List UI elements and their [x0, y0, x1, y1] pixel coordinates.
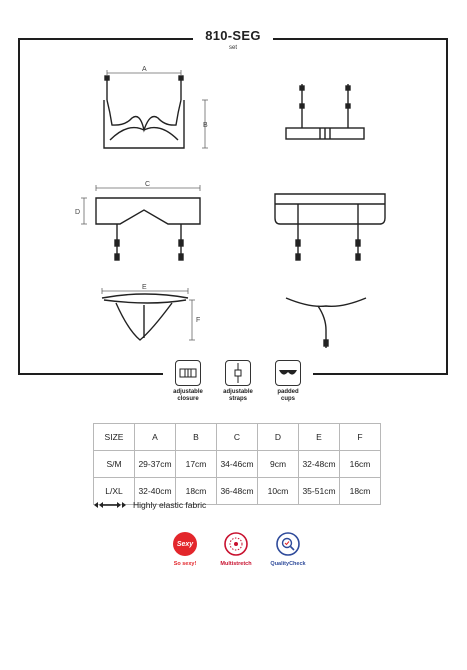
adjustable-closure-icon [175, 360, 201, 386]
table-header-cell: SIZE [94, 424, 135, 451]
table-header-cell: E [299, 424, 340, 451]
feature-adjustable-straps [213, 360, 263, 403]
badge-label: Multistretch [220, 561, 252, 567]
thong-back-drawing [286, 298, 366, 348]
product-code: 810-SEG [205, 28, 261, 43]
sexy-badge-icon [173, 532, 197, 556]
feature-label-line1: adjustable [173, 389, 203, 395]
table-cell: 18cm [176, 478, 217, 505]
table-cell: 32-40cm [135, 478, 176, 505]
size-table [93, 423, 381, 505]
table-cell: 29-37cm [135, 451, 176, 478]
dim-label-c: C [145, 181, 151, 188]
table-row [94, 451, 381, 478]
adjustable-straps-icon [225, 360, 251, 386]
table-cell: 16cm [340, 451, 381, 478]
feature-padded-cups [263, 360, 313, 403]
badge-qualitycheck [258, 532, 318, 567]
table-cell: 17cm [176, 451, 217, 478]
product-type: set [228, 45, 237, 51]
table-cell: S/M [94, 451, 135, 478]
table-header-cell: B [176, 424, 217, 451]
dim-label-f: F [196, 317, 201, 324]
feature-label-line2: closure [177, 396, 199, 402]
table-cell: 10cm [258, 478, 299, 505]
dimension-lines [81, 70, 208, 340]
table-cell: 9cm [258, 451, 299, 478]
table-header-cell: F [340, 424, 381, 451]
table-cell: 32-48cm [299, 451, 340, 478]
dim-label-a: A [142, 66, 147, 73]
table-header-cell: C [217, 424, 258, 451]
table-cell: 34-46cm [217, 451, 258, 478]
badge-label: QualityCheck [270, 561, 306, 567]
bra-back-drawing [286, 84, 364, 139]
multistretch-badge-icon [224, 532, 248, 556]
bra-front-drawing [104, 76, 184, 148]
padded-cups-icon [275, 360, 301, 386]
fabric-note-text: Highly elastic fabric [133, 500, 207, 510]
table-header-cell: A [135, 424, 176, 451]
table-cell: 35-51cm [299, 478, 340, 505]
dim-label-b: B [203, 122, 208, 129]
feature-adjustable-closure [163, 360, 213, 403]
quality-badges [160, 532, 320, 582]
feature-icons [155, 360, 325, 420]
badge-label: So sexy! [173, 561, 197, 567]
feature-label-line1: padded [277, 389, 299, 395]
qualitycheck-badge-icon [276, 532, 300, 556]
table-header-cell: D [258, 424, 299, 451]
badge-multistretch [206, 532, 266, 567]
table-cell: 36-48cm [217, 478, 258, 505]
sexy-badge-text: Sexy [176, 540, 194, 548]
fabric-note [93, 500, 206, 510]
dim-label-d: D [75, 209, 81, 216]
garter-back-drawing [275, 194, 385, 260]
table-header-row [94, 424, 381, 451]
table-cell: L/XL [94, 478, 135, 505]
dim-label-e: E [142, 284, 147, 291]
feature-label-line2: straps [228, 396, 247, 402]
thong-front-drawing [102, 294, 188, 340]
elastic-arrows-icon [93, 501, 127, 509]
table-cell: 18cm [340, 478, 381, 505]
feature-label-line1: adjustable [223, 389, 253, 395]
garter-front-drawing [96, 198, 200, 260]
feature-label-line2: cups [280, 396, 295, 402]
